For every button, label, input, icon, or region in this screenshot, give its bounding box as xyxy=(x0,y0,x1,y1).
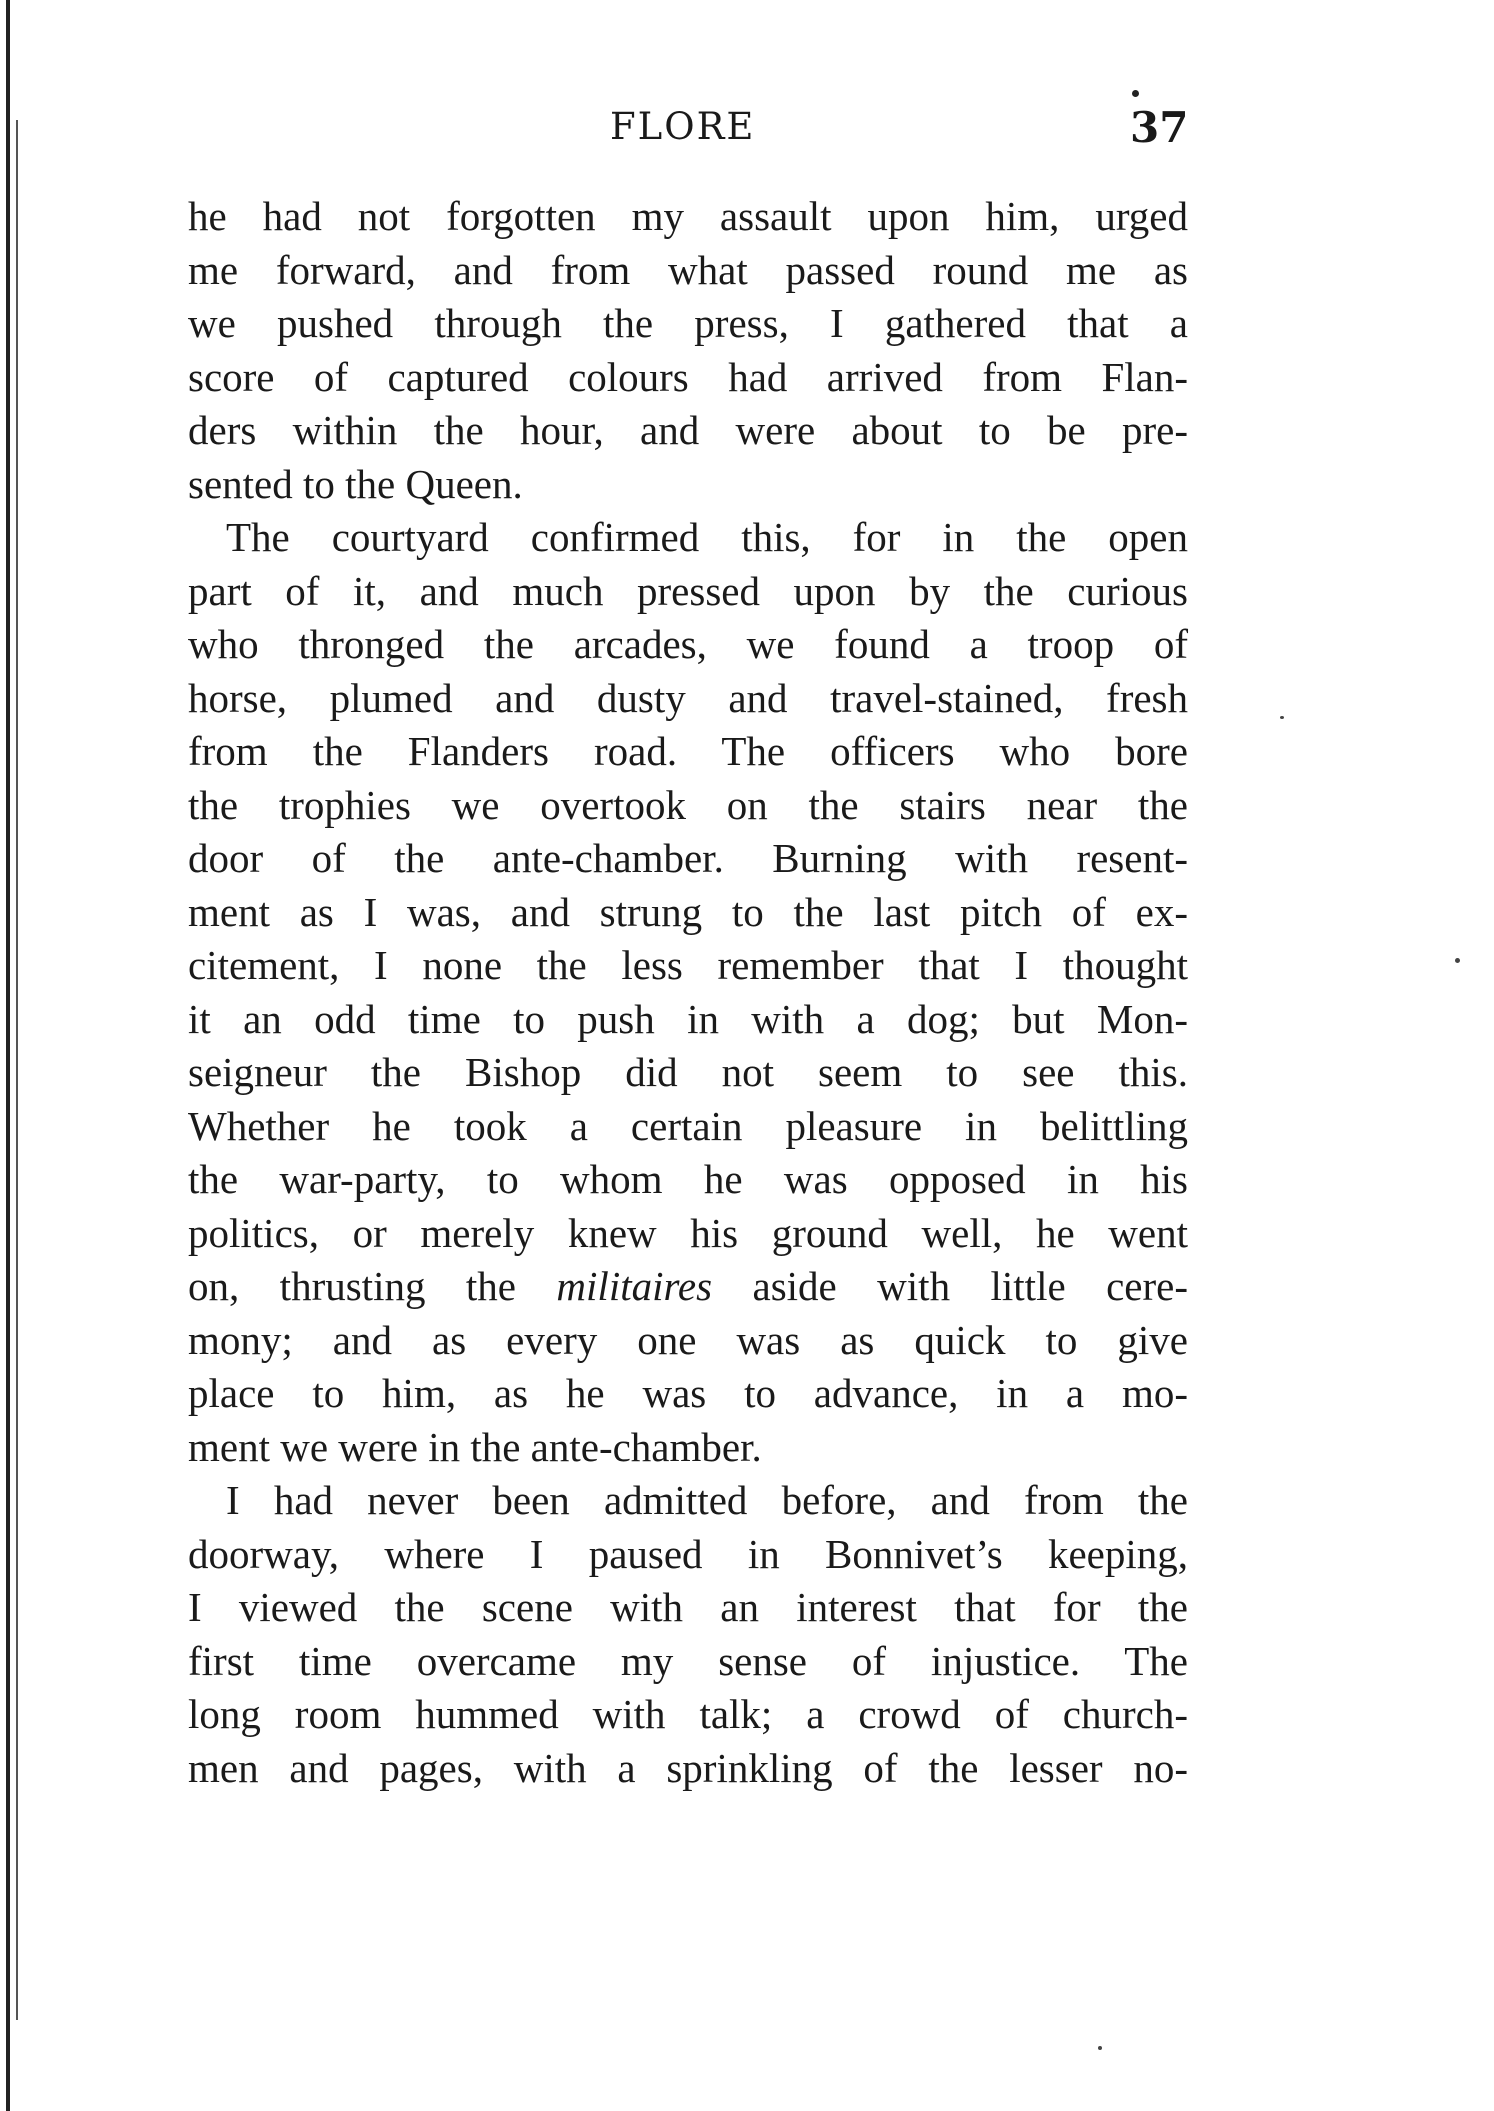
text-line: seigneur the Bishop did not seem to see this. xyxy=(188,1049,1188,1095)
text-line: me forward, and from what passed round me as xyxy=(188,246,1188,293)
text-line: sented to the Queen. xyxy=(188,460,523,507)
text-line: I viewed the scene with an interest that for the xyxy=(188,1584,1188,1630)
page-binding-edge xyxy=(6,0,10,2111)
text-line: mony; and as every one was as quick to give xyxy=(188,1316,1188,1363)
ink-speck xyxy=(1280,716,1284,719)
text-line: the trophies we overtook on the stairs near the xyxy=(188,781,1188,828)
text-line: score of captured colours had arrived from Flan- xyxy=(188,353,1188,400)
text-line: we pushed through the press, I gathered that a xyxy=(188,300,1188,346)
text-line: place to him, as he was to advance, in a mo- xyxy=(188,1370,1188,1416)
text-line: long room hummed with talk; a crowd of church- xyxy=(188,1691,1188,1737)
text-line: ders within the hour, and were about to be pre- xyxy=(188,407,1188,453)
text-run: aside with little cere- xyxy=(712,1263,1188,1309)
text-line: men and pages, with a sprinkling of the lesser no- xyxy=(188,1744,1188,1791)
text-line: politics, or merely knew his ground well, he went xyxy=(188,1209,1188,1256)
text-line: part of it, and much pressed upon by the curious xyxy=(188,567,1188,614)
text-line: I had never been admitted before, and from the xyxy=(226,1477,1188,1523)
running-head: FLORE xyxy=(610,105,756,148)
paragraph xyxy=(188,511,1188,1474)
text-line: Whether he took a certain pleasure in belittling xyxy=(188,1102,1188,1149)
text-line: from the Flanders road. The officers who bore xyxy=(188,728,1188,774)
page-binding-shadow xyxy=(16,120,18,2020)
text-line: horse, plumed and dusty and travel-stained, fresh xyxy=(188,674,1188,721)
paragraph xyxy=(188,1474,1188,1795)
text-line: first time overcame my sense of injustice. The xyxy=(188,1637,1188,1684)
text-run: on, thrusting the xyxy=(188,1263,557,1309)
italic-word: militaires xyxy=(556,1263,713,1309)
text-line: doorway, where I paused in Bonnivet’s keeping, xyxy=(188,1530,1188,1577)
text-line: he had not forgotten my assault upon him, urged xyxy=(188,193,1188,239)
text-line: citement, I none the less remember that I thought xyxy=(188,942,1188,988)
text-line: who thronged the arcades, we found a troop of xyxy=(188,621,1188,667)
text-line: The courtyard confirmed this, for in the open xyxy=(226,514,1188,560)
text-line-with-italic xyxy=(188,1260,1188,1314)
paragraph xyxy=(188,190,1188,511)
text-line: it an odd time to push in with a dog; but Mon- xyxy=(188,995,1188,1042)
body-text xyxy=(188,190,1188,1795)
text-line: the war-party, to whom he was opposed in his xyxy=(188,1156,1188,1202)
ink-speck xyxy=(1098,2046,1102,2050)
ink-speck xyxy=(1455,958,1460,963)
text-line: ment we were in the ante-chamber. xyxy=(188,1423,762,1470)
text-line: door of the ante-chamber. Burning with resent- xyxy=(188,835,1188,881)
text-line: ment as I was, and strung to the last pitch of ex- xyxy=(188,888,1188,935)
ink-speck xyxy=(1132,90,1139,97)
page-number: 37 xyxy=(1130,103,1189,152)
